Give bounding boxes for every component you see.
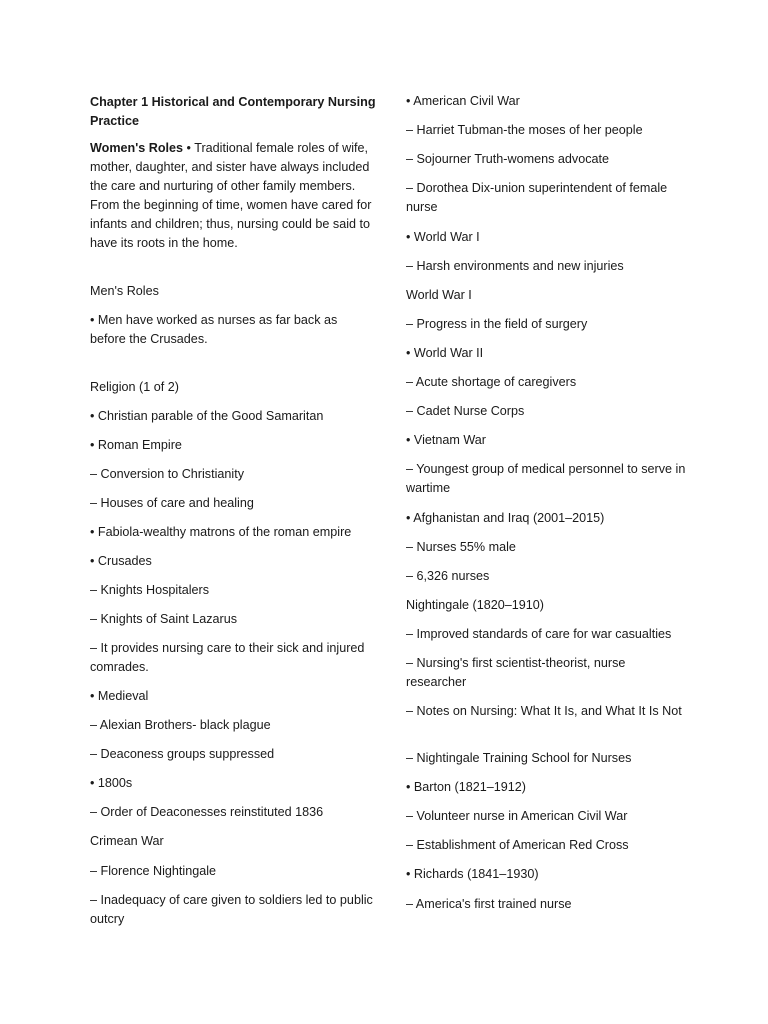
world-war-heading: World War I <box>406 288 472 302</box>
mens-roles-heading: Men's Roles <box>90 284 159 298</box>
list-item: • 1800s <box>90 776 133 790</box>
list-item: • Crusades <box>90 554 152 568</box>
list-item: – Houses of care and healing <box>90 496 254 510</box>
list-item: – Nightingale Training School for Nurses <box>406 751 632 765</box>
list-item: – Florence Nightingale <box>90 864 217 878</box>
list-item: – It provides nursing care to their sick and injured comrades. <box>90 641 365 674</box>
list-item: – Harriet Tubman-the moses of her people <box>406 123 643 137</box>
list-item: • Barton (1821–1912) <box>406 780 526 794</box>
list-item: • Christian parable of the Good Samaritan <box>90 409 324 423</box>
list-item: – Harsh environments and new injuries <box>406 259 624 273</box>
list-item: • Medieval <box>90 689 149 703</box>
list-item: – 6,326 nurses <box>406 569 490 583</box>
list-item: – Alexian Brothers- black plague <box>90 718 271 732</box>
list-item: • Roman Empire <box>90 438 182 452</box>
crimean-war-heading: Crimean War <box>90 834 164 848</box>
list-item: – Inadequacy of care given to soldiers led to public outcry <box>90 893 373 926</box>
list-item: – Improved standards of care for war casualties <box>406 627 672 641</box>
chapter-title: Chapter 1 Historical and Contemporary Nursing Practice <box>90 95 376 128</box>
list-item: – Nursing's first scientist-theorist, nurse researcher <box>406 656 626 689</box>
list-item: • Fabiola-wealthy matrons of the roman empire <box>90 525 352 539</box>
list-item: – Notes on Nursing: What It Is, and What It Is Not <box>406 704 682 718</box>
list-item: – Nurses 55% male <box>406 540 516 554</box>
list-item: – Youngest group of medical personnel to serve in wartime <box>406 462 686 495</box>
nightingale-heading: Nightingale (1820–1910) <box>406 598 544 612</box>
list-item: • Men have worked as nurses as far back as before the Crusades. <box>90 313 338 346</box>
list-item: – Sojourner Truth-womens advocate <box>406 152 610 166</box>
list-item: – Acute shortage of caregivers <box>406 375 577 389</box>
list-item: – Establishment of American Red Cross <box>406 838 629 852</box>
list-item: • Richards (1841–1930) <box>406 867 539 881</box>
list-item: • World War II <box>406 346 484 360</box>
list-item: • American Civil War <box>406 94 520 108</box>
list-item: • World War I <box>406 230 480 244</box>
list-item: – Order of Deaconesses reinstituted 1836 <box>90 805 324 819</box>
list-item: • Vietnam War <box>406 433 486 447</box>
list-item: – Cadet Nurse Corps <box>406 404 525 418</box>
religion-heading: Religion (1 of 2) <box>90 380 179 394</box>
list-item: – Volunteer nurse in American Civil War <box>406 809 628 823</box>
list-item: – Progress in the field of surgery <box>406 317 588 331</box>
list-item: – America's first trained nurse <box>406 897 572 911</box>
list-item: – Conversion to Christianity <box>90 467 244 481</box>
womens-roles-body: • Traditional female roles of wife, mother, daughter, and sister have always included the care and nurturing of other family members. From the beginning of time, women have cared for infants and children; thus, nursing could be said to have its roots in the home. <box>90 141 372 250</box>
womens-roles-paragraph <box>90 139 376 253</box>
list-item: – Knights Hospitalers <box>90 583 210 597</box>
list-item: – Deaconess groups suppressed <box>90 747 275 761</box>
list-item: – Dorothea Dix-union superintendent of female nurse <box>406 181 668 214</box>
list-item: • Afghanistan and Iraq (2001–2015) <box>406 511 605 525</box>
list-item: – Knights of Saint Lazarus <box>90 612 238 626</box>
womens-roles-heading: Women's Roles <box>90 141 184 155</box>
